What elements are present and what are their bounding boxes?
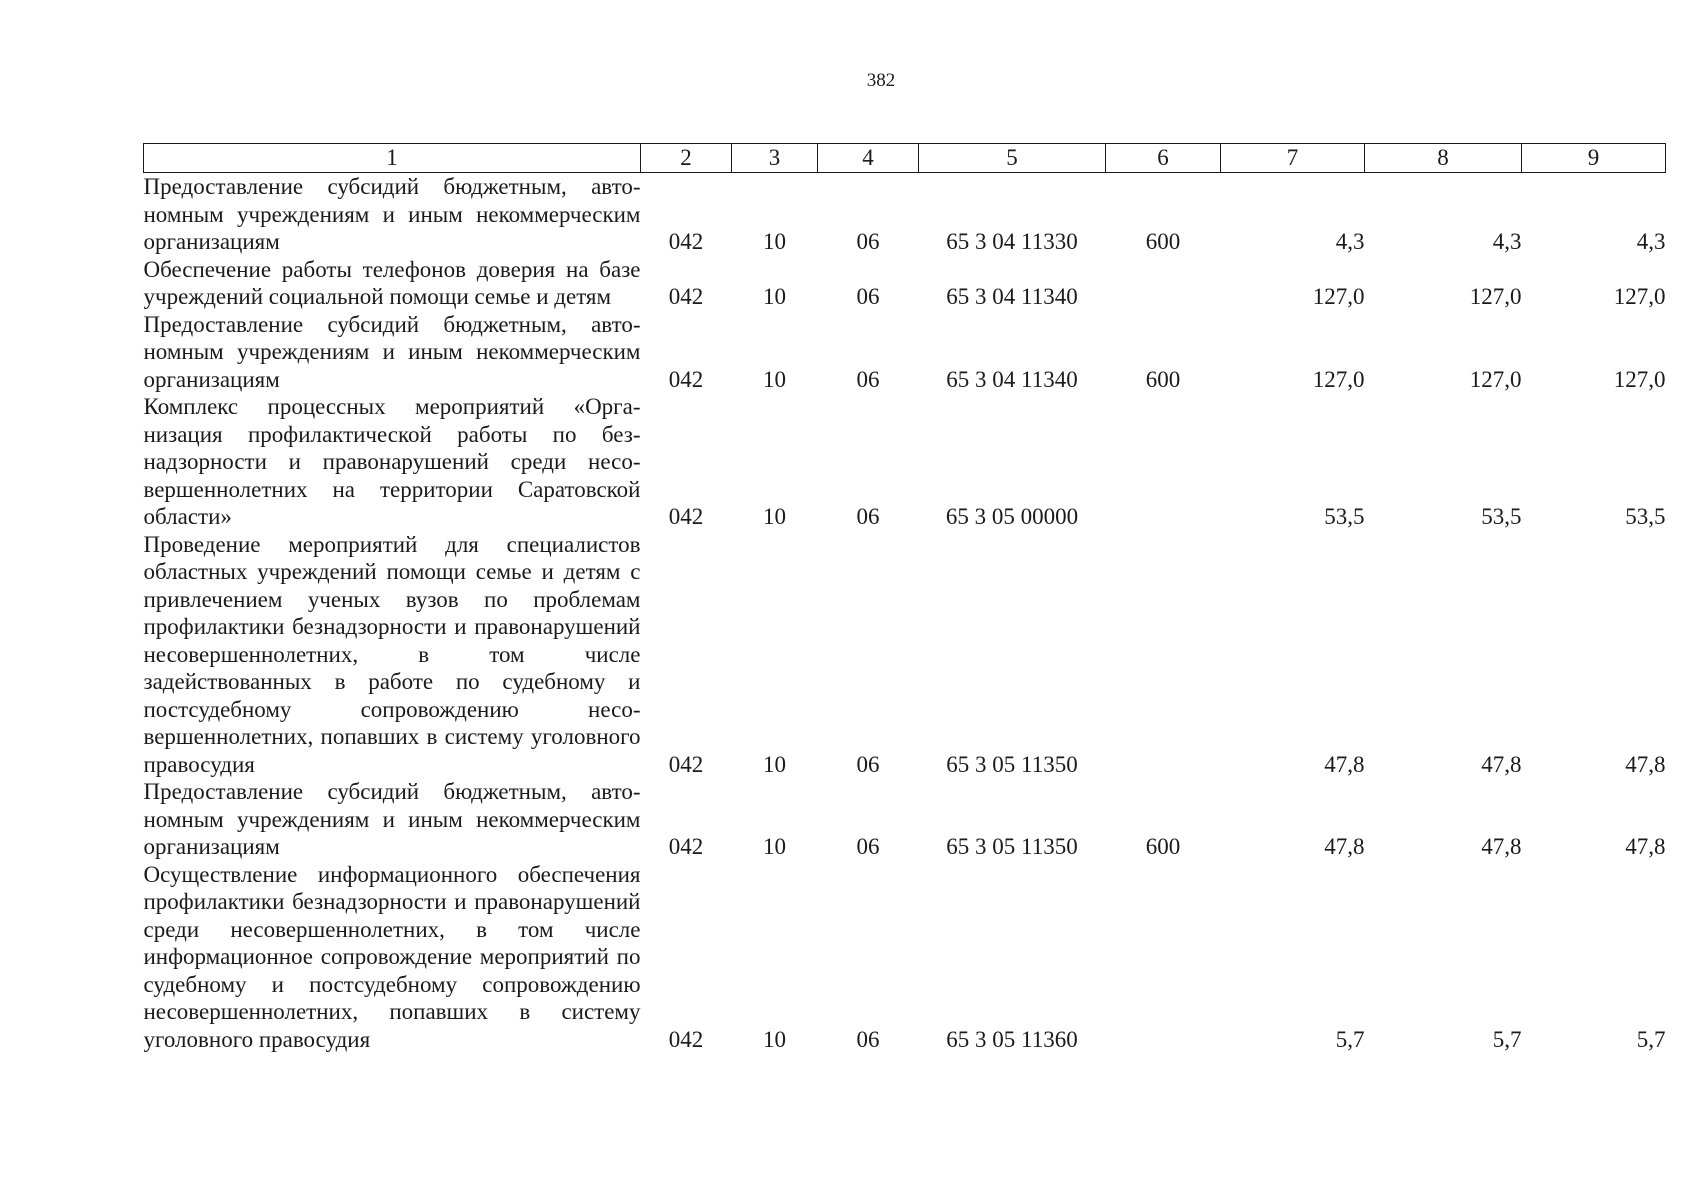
- cell-col-3: 10: [763, 1026, 786, 1052]
- cell-col-2: 042: [668, 1026, 704, 1052]
- cell-col-7: 127,0: [1312, 284, 1365, 309]
- cell-col-8: 4,3: [1492, 229, 1522, 254]
- column-header-6: 6: [1106, 144, 1221, 173]
- row-name-cell: Проведение мероприятий для специалистов областных учреждений помощи семье и детям с привлечением ученых вузов по проблемам профилактики безнадзорности и правонарушений несовершеннолетних, в том числе задействованных в работе по судебному и постсудебному сопровождению несовершеннолетних, попавших в систему уголовного правосудия: [143, 531, 641, 777]
- cell-col-5: 65 3 04 11340: [946, 366, 1078, 392]
- cell-col-7: 47,8: [1324, 751, 1365, 777]
- cell-col-9: 53,5: [1625, 504, 1666, 529]
- table-body: [144, 173, 1666, 1054]
- cell-col-5: 65 3 05 00000: [945, 504, 1079, 529]
- row-name-cell: Предоставление субсидий бюджетным, автономным учреждениям и иным некоммерческим организациям: [143, 779, 641, 859]
- row-name-cell: Обеспечение работы телефонов доверия на базе учреждений социальной помощи семье и детям: [143, 256, 641, 309]
- table-row: [144, 861, 1666, 1054]
- column-header-9: 9: [1522, 144, 1666, 173]
- cell-col-5: 65 3 05 11360: [946, 1026, 1078, 1052]
- cell-col-2: 042: [668, 284, 704, 309]
- cell-col-4: 06: [856, 751, 880, 777]
- cell-col-8: 5,7: [1492, 1026, 1522, 1052]
- cell-col-6: 600: [1145, 834, 1181, 859]
- cell-col-3: 10: [763, 229, 786, 254]
- cell-col-7: 53,5: [1324, 504, 1365, 529]
- row-name-cell: Предоставление субсидий бюджетным, автономным учреждениям и иным некоммерческим организациям: [143, 311, 641, 392]
- column-header-4: 4: [818, 144, 919, 173]
- cell-col-2: 042: [668, 229, 704, 254]
- column-header-2: 2: [641, 144, 732, 173]
- column-header-3: 3: [732, 144, 818, 173]
- row-name-cell: Осуществление информационного обеспечения профилактики безнадзорности и правонарушений среди несовершеннолетних, в том числе информационное сопровождение мероприятий по судебному и постсудебному сопровождению несовершеннолетних, попавших в систему уголовного правосудия: [143, 861, 641, 1052]
- cell-col-4: 06: [856, 834, 880, 859]
- cell-col-9: 127,0: [1613, 366, 1666, 392]
- cell-col-8: 53,5: [1481, 504, 1522, 529]
- cell-col-4: 06: [856, 284, 880, 309]
- column-header-5: 5: [919, 144, 1106, 173]
- cell-col-7: 47,8: [1324, 834, 1365, 859]
- cell-col-6: [1106, 861, 1221, 1054]
- table-row: [144, 311, 1666, 394]
- cell-col-2: 042: [668, 751, 704, 777]
- table-row: [144, 256, 1666, 311]
- cell-col-2: 042: [668, 504, 704, 529]
- table-row: [144, 173, 1666, 256]
- cell-col-3: 10: [763, 751, 786, 777]
- cell-col-9: 4,3: [1636, 229, 1666, 254]
- table-row: [144, 778, 1666, 861]
- cell-col-4: 06: [856, 1026, 880, 1052]
- column-header-1: 1: [144, 144, 641, 173]
- cell-col-9: 47,8: [1625, 751, 1666, 777]
- cell-col-3: 10: [763, 834, 786, 859]
- cell-col-3: 10: [763, 504, 786, 529]
- cell-col-5: 65 3 05 11350: [946, 751, 1078, 777]
- cell-col-6: [1106, 393, 1221, 531]
- cell-col-4: 06: [856, 366, 880, 392]
- cell-col-7: 4,3: [1335, 229, 1365, 254]
- cell-col-8: 127,0: [1469, 284, 1522, 309]
- row-name-cell: Комплекс процессных мероприятий «Организация профилактической работы по безнадзорности и правонарушений среди несовершеннолетних на территории Саратовской области»: [143, 394, 641, 529]
- column-header-7: 7: [1221, 144, 1365, 173]
- cell-col-5: 65 3 04 11330: [946, 229, 1078, 254]
- cell-col-5: 65 3 04 11340: [946, 284, 1078, 309]
- cell-col-7: 127,0: [1312, 366, 1365, 392]
- cell-col-6: [1106, 531, 1221, 779]
- cell-col-2: 042: [668, 834, 704, 859]
- row-name-cell: Предоставление субсидий бюджетным, автономным учреждениям и иным некоммерческим организациям: [143, 174, 641, 254]
- budget-table: [143, 143, 1666, 1053]
- cell-col-4: 06: [856, 504, 880, 529]
- cell-col-3: 10: [763, 284, 786, 309]
- column-header-8: 8: [1365, 144, 1522, 173]
- cell-col-9: 47,8: [1625, 834, 1666, 859]
- cell-col-7: 5,7: [1335, 1026, 1365, 1052]
- cell-col-5: 65 3 05 11350: [946, 834, 1078, 859]
- cell-col-8: 47,8: [1481, 751, 1522, 777]
- cell-col-9: 5,7: [1636, 1026, 1666, 1052]
- table-row: [144, 531, 1666, 779]
- table-header: [144, 144, 1666, 173]
- cell-col-3: 10: [763, 366, 786, 392]
- cell-col-8: 47,8: [1481, 834, 1522, 859]
- cell-col-9: 127,0: [1613, 284, 1666, 309]
- table-row: [144, 393, 1666, 531]
- cell-col-6: 600: [1145, 229, 1181, 254]
- page-number: 382: [866, 70, 896, 91]
- cell-col-6: [1106, 256, 1221, 311]
- cell-col-4: 06: [856, 229, 880, 254]
- cell-col-8: 127,0: [1469, 366, 1522, 392]
- cell-col-2: 042: [668, 366, 704, 392]
- cell-col-6: 600: [1145, 366, 1181, 392]
- header-row: [144, 144, 1666, 173]
